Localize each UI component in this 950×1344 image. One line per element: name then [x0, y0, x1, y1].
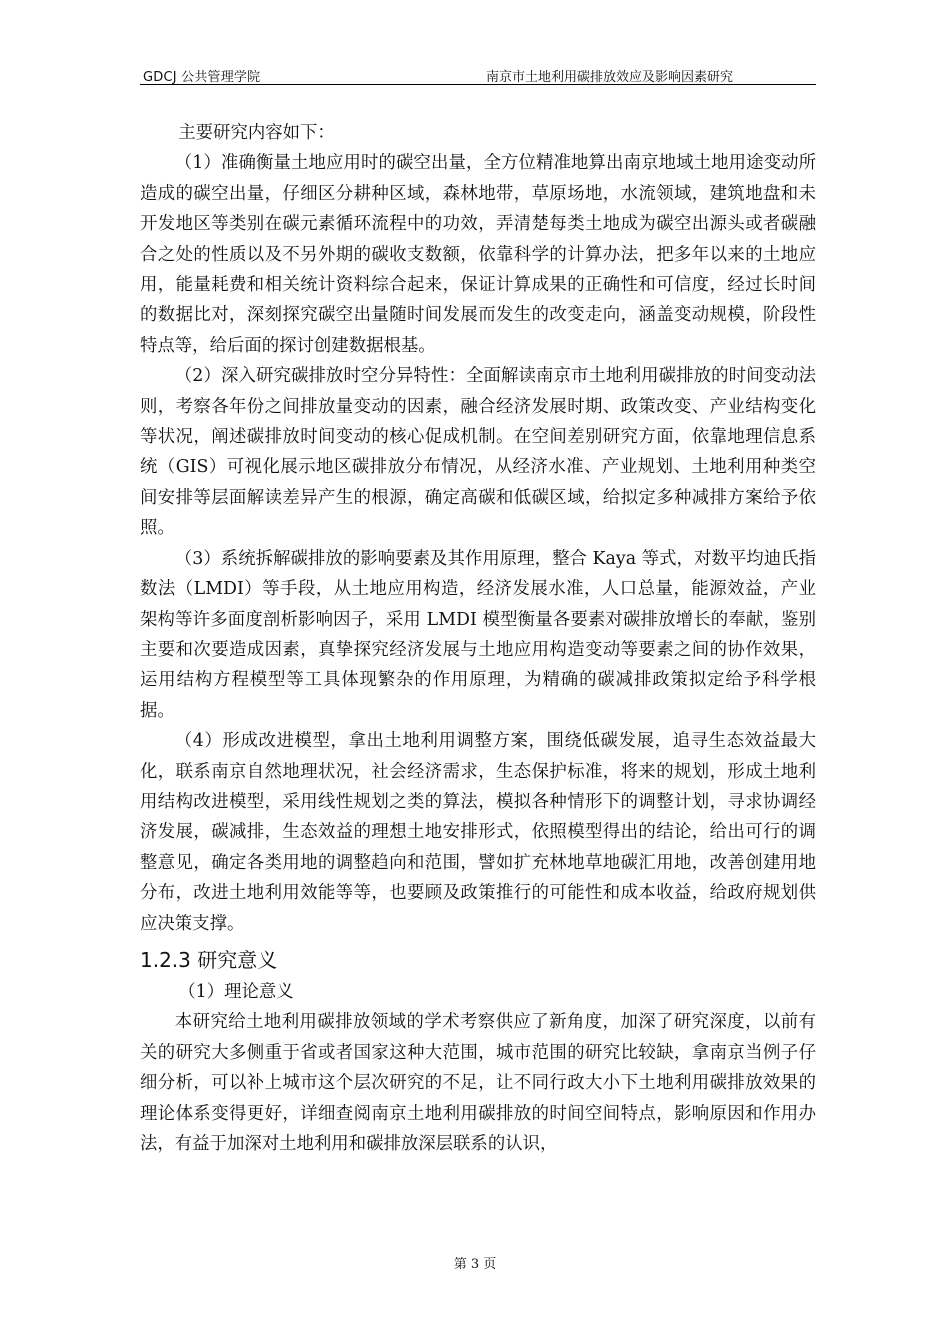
research-item-4: （4）形成改进模型，拿出土地利用调整方案，围绕低碳发展，追寻生态效益最大化，联系南京自然地理状况，社会经济需求，生态保护标准，将来的规划，形成土地利用结构改进模型，采用线性规划之类的算法，模拟各种情形下的调整计划，寻求协调经济发展，碳减排，生态效益的理想土地安排形式，依照模型得出的结论，给出可行的调整意见，确定各类用地的调整趋向和范围，譬如扩充林地草地碳汇用地，改善创建用地分布，改进土地利用效能等等，也要顾及政策推行的可能性和成本收益，给政府规划供应决策支撑。 — [140, 731, 816, 934]
header-thesis-title: 南京市土地利用碳排放效应及影响因素研究 — [486, 70, 734, 85]
header-institution: GDCJ 公共管理学院 — [143, 70, 261, 85]
research-item-2: （2）深入研究碳排放时空分异特性：全面解读南京市土地利用碳排放的时间变动法则，考察各年份之间排放量变动的因素，融合经济发展时期、政策改变、产业结构变化等状况，阐述碳排放时间变动的核心促成机制。在空间差别研究方面，依靠地理信息系统（GIS）可视化展示地区碳排放分布情况，从经济水准、产业规划、土地利用种类空间安排等层面解读差异产生的根源，确定高碳和低碳区域，给拟定多种减排方案给予依照。 — [140, 366, 816, 539]
research-item-1: （1）准确衡量土地应用时的碳空出量，全方位精准地算出南京地域土地用途变动所造成的碳空出量，仔细区分耕种区域，森林地带，草原场地，水流领域，建筑地盘和未开发地区等类别在碳元素循环流程中的功效，弄清楚每类土地成为碳空出源头或者碳融合之处的性质以及不另外期的碳收支数额，依靠科学的计算办法，把多年以来的土地应用，能量耗费和相关统计资料综合起来，保证计算成果的正确性和可信度，经过长时间的数据比对，深刻探究碳空出量随时间发展而发生的改变走向，涵盖变动规模，阶段性特点等，给后面的探讨创建数据根基。 — [140, 153, 816, 356]
page-number: 第 3 页 — [453, 1257, 497, 1272]
research-item-3: （3）系统拆解碳排放的影响要素及其作用原理，整合 Kaya 等式，对数平均迪氏指数法（LMDI）等手段，从土地应用构造，经济发展水准，人口总量，能源效益，产业架构等许多面度剖析影响因子，采用 LMDI 模型衡量各要素对碳排放增长的奉献，鉴别主要和次要造成因素，真挚探究经济发展与土地应用构造变动等要素之间的协作效果，运用结构方程模型等工具体现繁杂的作用原理，为精确的碳减排政策拟定给予科学根据。 — [140, 548, 816, 721]
significance-paragraph: 本研究给土地利用碳排放领域的学术考察供应了新角度，加深了研究深度，以前有关的研究大多侧重于省或者国家这种大范围，城市范围的研究比较缺，拿南京当例子仔细分析，可以补上城市这个层次研究的不足，让不同行政大小下土地利用碳排放效果的理论体系变得更好，详细查阅南京土地利用碳排放的时间空间特点，影响原因和作用办法，有益于加深对土地利用和碳排放深层联系的认识， — [140, 1012, 816, 1154]
section-heading: 1.2.3 研究意义 — [140, 947, 278, 972]
intro-line: 主要研究内容如下： — [178, 123, 335, 143]
header-rule — [140, 84, 816, 85]
body-text — [140, 118, 816, 1159]
subheading-theory: （1）理论意义 — [178, 981, 294, 1002]
